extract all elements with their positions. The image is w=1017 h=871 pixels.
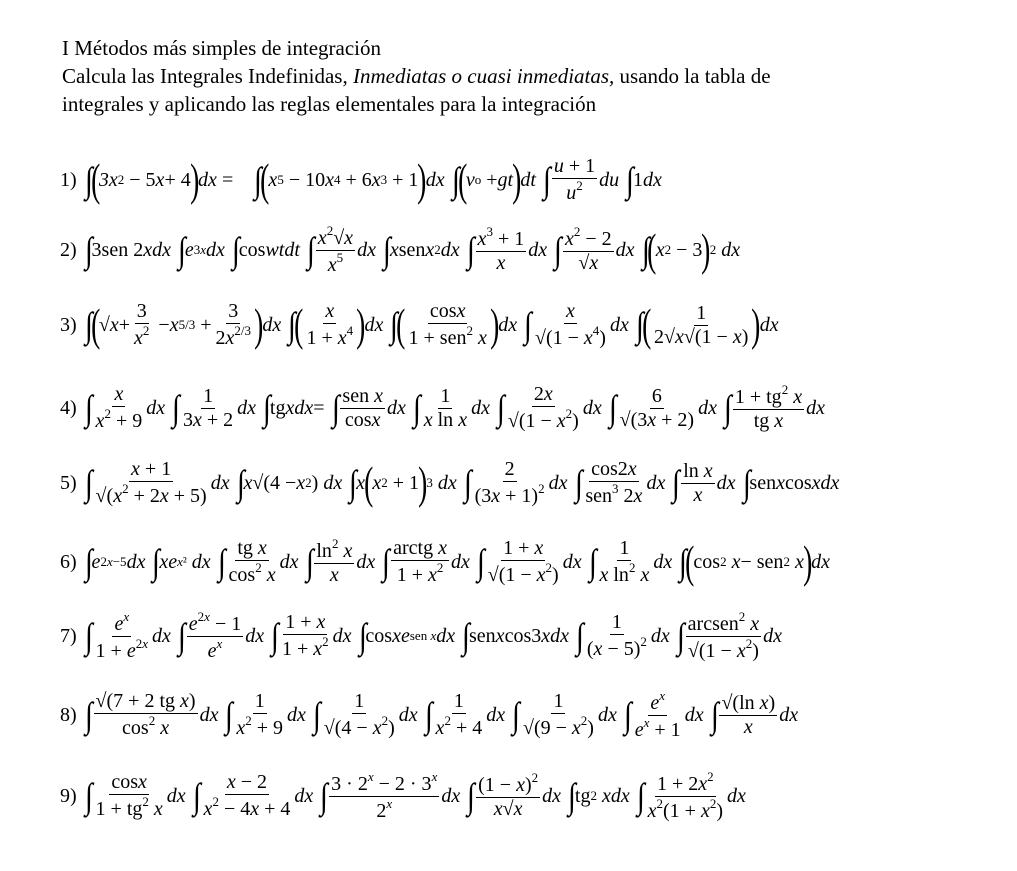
integral-8-2: ∫ $\frac{1}{x^2 + 9}$ dx — [225, 690, 306, 739]
row-number: 2) — [60, 238, 77, 261]
integral-3-4: ∫ $\frac{x}{√(1 - x^4)}$ dx — [524, 300, 629, 349]
exercise-row-7 — [60, 604, 782, 668]
integral-8-4: ∫ $\frac{1}{x^2 + 4}$ dx — [424, 690, 506, 739]
integral-1-5: ∫ 1 dx — [626, 160, 662, 200]
integral-4-5: ∫ $\frac{1}{\text{x ln x}}$ dx — [412, 384, 490, 431]
integral-2-4: ∫ $\frac{x^2√x}{x^5}$ dx — [306, 222, 376, 276]
integral-4-6: ∫ $\frac{2x}{√(1 - x^2)}$ dx — [496, 383, 602, 432]
integral-4-2: ∫ $\frac{1}{3x + 2}$ dx — [172, 384, 257, 431]
integral-8-3: ∫ $\frac{1}{√(4 - x^2)}$ dx — [312, 690, 418, 739]
integral-8-1: ∫ $\frac{\text{√(7 + 2 tg x)}}{\cos^2 x}$ dx — [84, 690, 219, 739]
row-number: 6) — [60, 550, 77, 573]
integral-5-2: ∫ x √(4 − x 2 ) dx — [236, 463, 343, 503]
integral-2-5: ∫ x sen x 2 dx — [382, 230, 460, 270]
integral-7-5: ∫ sen x cos3 xdx — [462, 616, 569, 656]
exercise-row-3 — [60, 293, 779, 357]
instruction-emphasis: Inmediatas o cuasi inmediatas, — [352, 64, 615, 88]
integral-4-1: ∫ $\frac{x}{x^2 + 9}$ dx — [84, 383, 166, 432]
row-number: 7) — [60, 624, 77, 647]
integral-5-4: ∫ $\frac{2}{(3x + 1)^2}$ dx — [463, 458, 568, 507]
row-number: 3) — [60, 313, 77, 336]
integral-2-1: ∫ 3sen 2 xdx — [84, 230, 171, 270]
row-number: 5) — [60, 471, 77, 494]
exercise-row-4 — [60, 376, 825, 440]
integral-1-3: ∫ ( v o + gt ) dt — [451, 154, 536, 205]
integral-7-2: ∫ $\frac{e^{2x} - 1}{e^x}$ dx — [177, 608, 265, 662]
integral-7-6: ∫ $\frac{1}{(x - 5)^2}$ dx — [575, 611, 670, 660]
integral-2-3: ∫ cos wtdt — [231, 230, 300, 270]
integral-6-2: ∫ xe x² dx — [152, 542, 211, 582]
exercise-row-8 — [60, 683, 798, 747]
integral-6-4: ∫ $\frac{\ln^2 x}{x}$ dx — [305, 536, 376, 586]
integral-5-1: ∫ $\frac{x + 1}{√(x^2 + 2x + 5)}$ dx — [84, 458, 230, 507]
integral-2-7: ∫ $\frac{x^2 - 2}{√x}$ dx — [554, 224, 635, 274]
integral-9-3: ∫ $\frac{3 \cdot 2^x - 2 \cdot 3^x}{2^x}$ dx — [320, 768, 461, 822]
integral-3-1: ∫ ( √ x + $\frac{3}{x^2}$ − x 5/3 + $\frac{3}{2x^{2/3}}$ ) dx — [84, 299, 282, 350]
exercise-row-6 — [60, 530, 830, 594]
instruction-line-2: integrales y aplicando las reglas elementales para la integración — [62, 92, 597, 116]
instruction-text: usando la tabla de — [614, 64, 771, 88]
integral-3-5: ∫ ( $\frac{1}{2√x√(1 - x)}$ ) dx — [635, 299, 779, 350]
exercise-header — [62, 34, 771, 118]
integral-6-1: ∫ e 2x−5 dx — [84, 542, 146, 582]
integral-7-3: ∫ $\frac{1 + x}{1 + x^2}$ dx — [271, 611, 352, 660]
instruction-text: Calcula las Integrales Indefinidas, — [62, 64, 353, 88]
integral-5-6: ∫ $\frac{\text{ln x}}{x}$ dx — [672, 459, 736, 506]
integral-6-3: ∫ $\frac{\text{tg x}}{\cos^2 x}$ dx — [217, 537, 299, 586]
integral-7-7: ∫ $\frac{arcsen^2 x}{√(1 - x^2)}$ dx — [676, 608, 783, 662]
exercise-row-5 — [60, 451, 839, 515]
integral-9-6: ∫ $\frac{1 + 2x^2}{x^2(1 + x^2)}$ dx — [636, 768, 746, 822]
integral-3-2: ∫ ( $\frac{x}{1 + x^4}$ ) dx — [288, 299, 384, 350]
integral-6-8: ∫ ( cos 2 x − sen 2 x ) dx — [679, 536, 831, 587]
row-number: 9) — [60, 784, 77, 807]
integral-7-4: ∫ cos xe sen x dx — [358, 616, 456, 656]
integral-2-8: ∫ ( x 2 − 3 ) 2 dx — [641, 224, 741, 275]
row-number: 4) — [60, 396, 77, 419]
integral-9-5: ∫ tg 2 xdx — [568, 776, 630, 816]
integral-9-1: ∫ $\frac{\cos x}{1 + tg^2 x}$ dx — [84, 771, 186, 820]
exercise-row-1 — [60, 148, 662, 212]
integral-6-5: ∫ $\frac{\text{arctg x}}{1 + x^2}$ dx — [382, 537, 470, 586]
integral-8-6: ∫ $\frac{e^x}{e^x + 1}$ dx — [623, 687, 704, 741]
integral-2-2: ∫ e 3x dx — [177, 230, 225, 270]
integral-8-7: ∫ $\frac{\text{√(ln x)}}{x}$ dx — [710, 691, 799, 738]
row-number: 8) — [60, 703, 77, 726]
exercise-row-9 — [60, 764, 746, 828]
integral-1-1: ∫ ( 3x 2 − 5 x + 4 ) dx = — [84, 154, 234, 205]
integral-6-6: ∫ $\frac{1 + x}{√(1 - x^2)}$ dx — [476, 537, 582, 586]
integral-4-3: ∫ tg xdx = — [263, 388, 325, 428]
integral-4-8: ∫ $\frac{1 + tg^2 x}{\text{tg x}}$ dx — [723, 382, 825, 432]
exercise-row-2 — [60, 218, 740, 282]
integral-5-7: ∫ sen x cos xdx — [742, 463, 840, 503]
integral-5-3: ∫ x ( x 2 + 1 ) 3 dx — [349, 457, 457, 508]
row-number: 1) — [60, 168, 77, 191]
integral-1-4: ∫ $\frac{u + 1}{u^2}$ du — [542, 155, 620, 204]
integral-6-7: ∫ $\frac{1}{x \ln^2 x}$ dx — [588, 537, 673, 586]
integral-2-6: ∫ $\frac{x^3 + 1}{x}$ dx — [466, 224, 548, 274]
integral-4-7: ∫ $\frac{6}{√(3x + 2)}$ dx — [608, 384, 717, 431]
integral-5-5: ∫ $\frac{\cos 2x}{sen^3 2x}$ dx — [574, 458, 666, 507]
instruction-line-1 — [62, 62, 771, 90]
integral-9-4: ∫ $\frac{(1 - x)^2}{x√x}$ dx — [467, 770, 562, 820]
integral-7-1: ∫ $\frac{e^x}{1 + e^{2x}}$ dx — [84, 608, 171, 662]
section-title: I Métodos más simples de integración — [62, 36, 382, 60]
integral-3-3: ∫ ( $\frac{\cos x}{1 + sen^2 x}$ ) dx — [390, 299, 518, 350]
integral-1-2: ∫ ( x 5 − 10 x 4 + 6 x 3 + 1 ) dx — [254, 154, 445, 205]
integral-8-5: ∫ $\frac{1}{√(9 - x^2)}$ dx — [512, 690, 617, 739]
integral-9-2: ∫ $\frac{x - 2}{x^2 - 4x + 4}$ dx — [192, 771, 314, 820]
integral-4-4: ∫ $\frac{\text{sen x}}{\cos x}$ dx — [331, 384, 406, 431]
